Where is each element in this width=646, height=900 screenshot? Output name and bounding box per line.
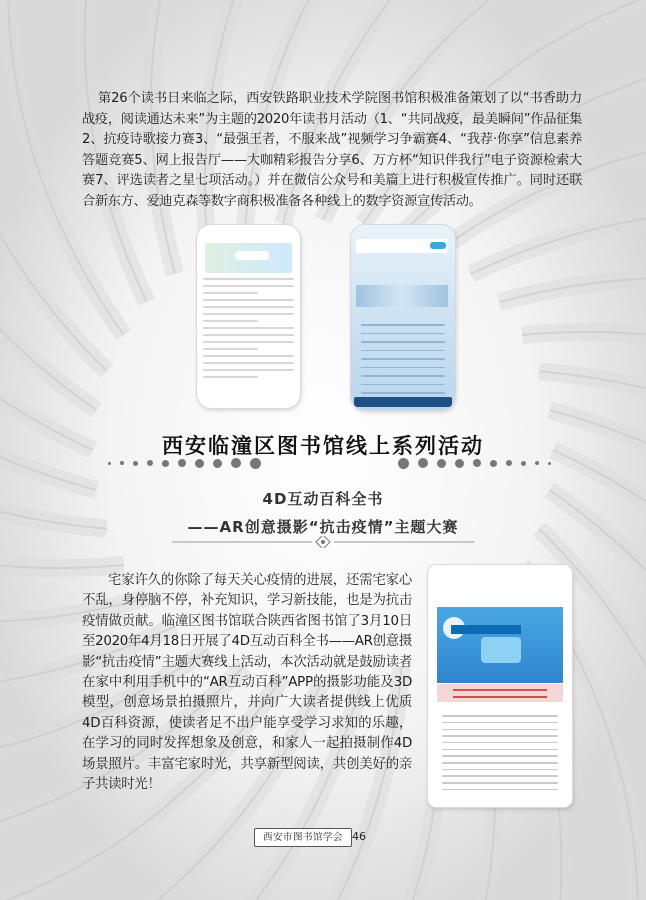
event-subtitle-main: 4D互动百科全书 (262, 490, 384, 508)
divider-dot (548, 462, 551, 465)
divider-dot (473, 459, 481, 467)
divider-dot (213, 459, 222, 468)
divider-dot (120, 461, 124, 465)
divider-dot (455, 459, 464, 468)
divider-dot (250, 458, 261, 469)
divider-dot (521, 461, 526, 466)
section-title: 西安临潼区图书馆线上系列活动 (162, 433, 484, 458)
journal-name: 西安市图书馆学会 (254, 828, 352, 847)
divider-dot (178, 459, 186, 467)
event-article-screenshot (428, 565, 572, 807)
divider-dot (231, 458, 241, 468)
divider-dot (398, 458, 409, 469)
event-subtitle-secondary: ——AR创意摄影“抗击疫情”主题大赛 (187, 518, 459, 536)
divider-dot (108, 462, 111, 465)
divider-dot (133, 461, 138, 466)
body-paragraph: 宅家许久的你除了每天关心疫情的进展，还需宅家心不乱，身停脑不停，补充知识，学习新技能，也是为抗击疫情做贡献。临潼区图书馆联合陕西省图书馆了3月10日至2020年4月18日开展了4D互动百科全书——AR创意摄影“抗击疫情”主题大赛线上活动，本次活动就是鼓励读者在家中利用手机中的“AR互动百科”APP的摄影功能及3D模型，创意场景拍摄照片，并向广大读者提供线上优质4D百科资源，使读者足不出户能享受学习求知的乐趣，在学习的同时发挥想象及创意，和家人一起拍摄制作4D场景照片。丰富宅家时光，共享新型阅读，共创美好的亲子共读时光！ (82, 573, 412, 793)
page-number: 46 (352, 830, 366, 843)
ornament-divider (172, 536, 474, 548)
divider-dot (437, 459, 446, 468)
intro-paragraph: 第26个读书日来临之际，西安铁路职业技术学院图书馆积极准备策划了以“书香助力战疫，阅读通达未来”为主题的2020年读书月活动（1、“共同战疫，最美瞬间”作品征集2、抗疫诗歌接力赛3、“最强王者，不服来战”视频学习争霸赛4、“我荐·你享”信息素养答题竞赛5、网上报告厅——大咖精彩报告分享6、万方杯“知识伴我行”电子资源检索大赛7、评选读者之星七项活动。）并在微信公众号和美篇上进行积极宣传推广。同时还联合新东方、爱迪克森等数字商积极准备各种线上的数字资源宣传活动。 (82, 91, 582, 209)
divider-dot (506, 460, 512, 466)
divider-dot (490, 460, 497, 467)
divider-dot (195, 459, 204, 468)
dots-divider-right (398, 457, 560, 469)
divider-dot (418, 458, 428, 468)
divider-dot (535, 461, 539, 465)
divider-dot (147, 460, 153, 466)
divider-dot (162, 460, 169, 467)
wechat-article-screenshot (197, 225, 300, 408)
dots-divider-left (108, 457, 270, 469)
meipian-article-screenshot (351, 225, 455, 410)
